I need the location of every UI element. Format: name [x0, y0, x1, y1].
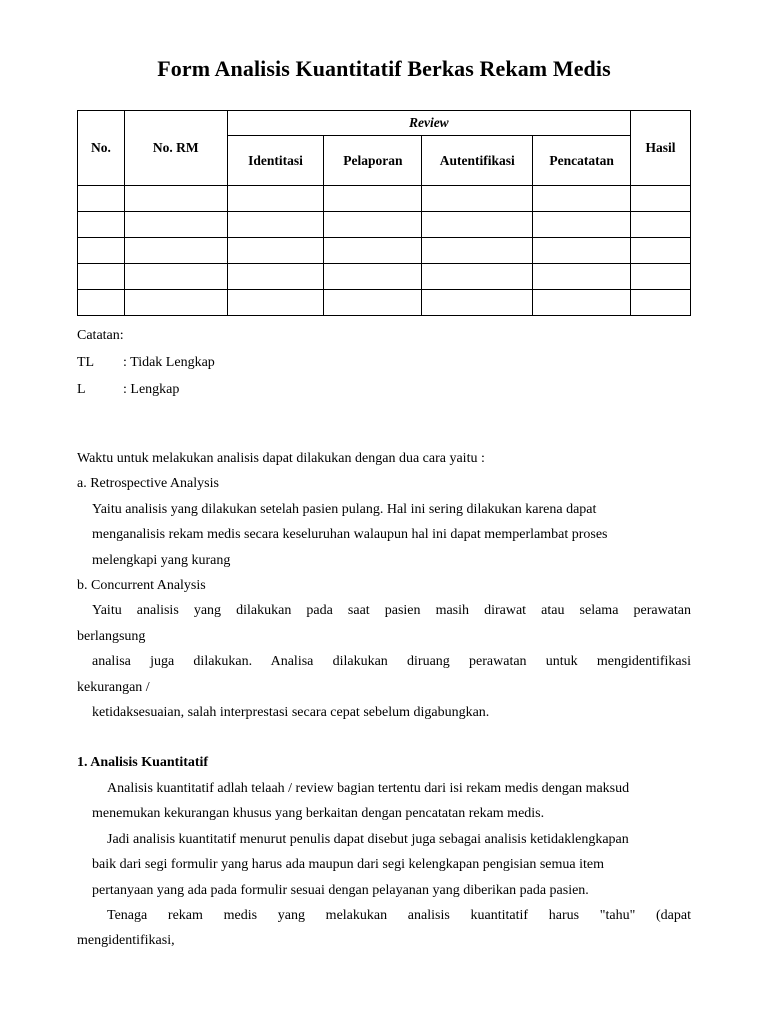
table-cell: [324, 186, 422, 212]
table-cell: [124, 212, 227, 238]
table-cell: [324, 212, 422, 238]
table-cell: [324, 264, 422, 290]
section-line-wrap: mengidentifikasi,: [77, 933, 175, 949]
table-cell: [631, 186, 691, 212]
table-cell: [422, 290, 533, 316]
header-pencatatan: Pencatatan: [533, 136, 631, 186]
table-body: [78, 186, 691, 316]
section-line: pertanyaan yang ada pada formulir sesuai dengan pelayanan yang diberikan pada pasien.: [92, 882, 589, 898]
table-cell: [533, 186, 631, 212]
concurrent-line-wrap: berlangsung: [77, 628, 146, 644]
page-title: Form Analisis Kuantitatif Berkas Rekam Medis: [157, 56, 611, 81]
table-cell: [422, 212, 533, 238]
table-row: [78, 264, 691, 290]
table-cell: [78, 212, 125, 238]
table-cell: [227, 290, 324, 316]
header-no: No.: [78, 111, 125, 186]
table-cell: [631, 212, 691, 238]
notes-heading: Catatan:: [77, 328, 124, 343]
table-cell: [227, 186, 324, 212]
concurrent-line-wrap: kekurangan /: [77, 679, 150, 695]
retrospective-line: menganalisis rekam medis secara keseluruhan walaupun hal ini dapat memperlambat proses: [92, 527, 608, 543]
table-cell: [631, 290, 691, 316]
notes-item: L : Lengkap: [77, 382, 180, 397]
table-cell: [78, 290, 125, 316]
retrospective-line: Yaitu analisis yang dilakukan setelah pasien pulang. Hal ini sering dilakukan karena dapat: [92, 501, 597, 517]
table-cell: [422, 264, 533, 290]
table-row: [78, 290, 691, 316]
table-cell: [324, 290, 422, 316]
table-cell: [533, 264, 631, 290]
table-cell: [227, 212, 324, 238]
table-cell: [124, 264, 227, 290]
table-cell: [631, 264, 691, 290]
table-cell: [227, 238, 324, 264]
header-no-rm: No. RM: [124, 111, 227, 186]
table-cell: [533, 212, 631, 238]
table-cell: [422, 238, 533, 264]
header-review: Review: [227, 111, 630, 136]
section-line: baik dari segi formulir yang harus ada maupun dari segi kelengkapan pengisian semua item: [92, 857, 605, 873]
section-line: menemukan kekurangan khusus yang berkaitan dengan pencatatan rekam medis.: [92, 806, 545, 822]
notes-section: [77, 322, 215, 403]
table-row: [78, 212, 691, 238]
section-line: Analisis kuantitatif adlah telaah / review bagian tertentu dari isi rekam medis dengan maksud: [107, 780, 630, 796]
section-line: Tenaga rekam medis yang melakukan analisis kuantitatif harus "tahu" (dapat: [107, 907, 691, 923]
section-title: 1. Analisis Kuantitatif: [77, 755, 209, 771]
concurrent-line: ketidaksesuaian, salah interprestasi secara cepat sebelum digabungkan.: [92, 705, 490, 721]
table-cell: [78, 186, 125, 212]
retrospective-line: melengkapi yang kurang: [92, 552, 231, 568]
table-row: [78, 186, 691, 212]
table-row: [78, 238, 691, 264]
body-text: [77, 446, 691, 954]
table-cell: [124, 238, 227, 264]
concurrent-line: analisa juga dilakukan. Analisa dilakukan diruang perawatan untuk mengidentifikasi: [92, 654, 691, 670]
retrospective-title: a. Retrospective Analysis: [77, 476, 219, 492]
header-identitasi: Identitasi: [227, 136, 324, 186]
notes-item: TL : Tidak Lengkap: [77, 355, 215, 370]
concurrent-line: Yaitu analisis yang dilakukan pada saat pasien masih dirawat atau selama perawatan: [92, 603, 691, 619]
table-cell: [324, 238, 422, 264]
table-cell: [533, 290, 631, 316]
section-line: Jadi analisis kuantitatif menurut penulis dapat disebut juga sebagai analisis ketidaklengkapan: [107, 831, 629, 847]
table-cell: [124, 186, 227, 212]
header-pelaporan: Pelaporan: [324, 136, 422, 186]
table-cell: [227, 264, 324, 290]
concurrent-title: b. Concurrent Analysis: [77, 578, 206, 594]
table-cell: [422, 186, 533, 212]
table-cell: [533, 238, 631, 264]
header-hasil: Hasil: [631, 111, 691, 186]
table-cell: [631, 238, 691, 264]
analysis-form-table: [77, 110, 691, 316]
table-cell: [78, 264, 125, 290]
header-autentifikasi: Autentifikasi: [422, 136, 533, 186]
table-cell: [124, 290, 227, 316]
table-cell: [78, 238, 125, 264]
intro-paragraph: Waktu untuk melakukan analisis dapat dilakukan dengan dua cara yaitu :: [77, 451, 485, 466]
